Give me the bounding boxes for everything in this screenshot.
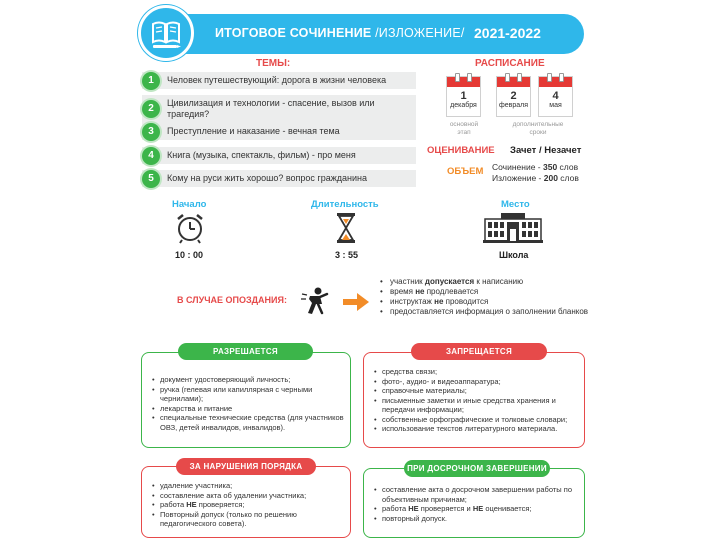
list-item-text: проводится <box>443 297 489 306</box>
schedule-main-caption <box>444 121 484 137</box>
list-item-text: предоставляется информация о заполнении бланков <box>390 307 589 316</box>
list-item-text: работа <box>382 504 409 513</box>
list-item <box>380 307 590 317</box>
allowed-label: РАЗРЕШАЕТСЯ <box>178 343 313 360</box>
list-item: • специальные технические средства (для участников ОВЗ, детей инвалидов, инвалидов). <box>152 413 344 432</box>
list-item-text: работа <box>160 500 187 509</box>
place-value: Школа <box>499 250 529 260</box>
list-item: • ручка (гелевая или капиллярная с черными чернилами); <box>152 385 344 404</box>
list-item-text: оценивается; <box>483 504 532 513</box>
calendar-month: февраля <box>498 102 529 109</box>
calendar-day: 1 <box>460 90 467 102</box>
summary-volume <box>492 173 579 184</box>
list-item-emphasis: не <box>434 297 444 306</box>
calendar-date <box>538 76 573 117</box>
logo <box>138 5 194 61</box>
violation-list <box>152 481 346 529</box>
early-finish-box <box>363 468 585 538</box>
list-item: • справочные материалы; <box>374 386 580 396</box>
list-item-emphasis: не <box>415 287 425 296</box>
topic-number: 1 <box>142 72 160 90</box>
grading-value: Зачет / Незачет <box>510 145 582 156</box>
essay-volume-suffix: слов <box>557 162 579 172</box>
topic-number: 3 <box>142 123 160 141</box>
alarm-clock-icon <box>175 212 205 244</box>
duration-label: Длительность <box>311 199 379 210</box>
caption-line: основной <box>449 121 479 128</box>
list-item: • лекарства и питание <box>152 404 344 414</box>
list-item <box>380 277 590 287</box>
header-title <box>215 26 465 40</box>
summary-volume-prefix: Изложение - <box>492 173 544 183</box>
calendar-icon <box>497 77 530 87</box>
header-years: 2021-2022 <box>474 25 541 41</box>
list-item-emphasis: НЕ <box>186 500 197 509</box>
calendar-day: 2 <box>510 90 517 102</box>
topic-item <box>142 95 416 123</box>
topic-item <box>142 170 416 187</box>
caption-line: дополнительные <box>512 121 564 128</box>
essay-volume-prefix: Сочинение - <box>492 162 543 172</box>
list-item: • письменные заметки и иные средства хранения и передачи информации; <box>374 396 580 415</box>
grading-label: ОЦЕНИВАНИЕ <box>427 145 495 156</box>
list-item-text: участник <box>390 277 425 286</box>
list-item-text: удаление участника; <box>160 481 233 490</box>
list-item <box>152 481 346 491</box>
list-item: • собственные орфографические и толковые словари; <box>374 415 580 425</box>
allowed-box <box>141 352 351 448</box>
duration-value: 3 : 55 <box>335 250 359 260</box>
violation-label: ЗА НАРУШЕНИЯ ПОРЯДКА <box>176 458 316 475</box>
list-item <box>380 287 590 297</box>
place-label: Место <box>501 199 530 210</box>
late-rules-list <box>380 277 590 317</box>
list-item-text: инструктаж <box>390 297 435 306</box>
list-item-text: составление акта об удалении участника; <box>160 490 307 500</box>
list-item-text: составление акта о досрочном завершении работы по объективным причинам; <box>382 485 572 504</box>
topic-text: Преступление и наказание - вечная тема <box>167 126 340 136</box>
topic-item <box>142 72 416 89</box>
list-item <box>380 297 590 307</box>
topic-text: Книга (музыка, спектакль, фильм) - про меня <box>167 150 356 160</box>
list-item <box>152 510 346 529</box>
topic-text: Кому на руси жить хорошо? вопрос гражданина <box>167 173 367 183</box>
calendar-day: 4 <box>552 90 559 102</box>
caption-line: сроки <box>529 129 547 136</box>
schedule-title: РАСПИСАНИЕ <box>475 58 545 69</box>
list-item-text: время <box>390 287 416 296</box>
calendar-icon <box>447 77 480 87</box>
violation-box <box>141 466 351 538</box>
topic-text: Цивилизация и технологии - спасение, вызов или трагедия? <box>167 98 375 119</box>
calendar-month: мая <box>549 102 562 109</box>
list-item-emphasis: НЕ <box>472 504 484 513</box>
list-item-text: Повторный допуск (только по решению педагогического совета). <box>160 509 297 528</box>
list-item <box>152 491 346 501</box>
list-item <box>374 514 578 524</box>
list-item: • средства связи; <box>374 367 580 377</box>
running-person-icon <box>300 286 330 316</box>
list-item: • документ удостоверяющий личность; <box>152 375 344 385</box>
list-item-text: продлевается <box>424 287 479 296</box>
list-item: • фото-, аудио- и видеоаппаратура; <box>374 377 580 387</box>
calendar-date <box>496 76 531 117</box>
header-banner <box>170 14 584 54</box>
list-item <box>152 500 346 510</box>
topic-text: Человек путешествующий: дорога в жизни человека <box>167 75 387 85</box>
calendar-month: декабря <box>450 102 477 109</box>
calendar-icon <box>539 77 572 87</box>
list-item <box>374 485 578 504</box>
forbidden-box <box>363 352 585 448</box>
list-item-text: повторный допуск. <box>382 513 447 523</box>
volume-label: ОБЪЕМ <box>447 166 484 177</box>
topic-number: 4 <box>142 147 160 165</box>
header-title-secondary: /ИЗЛОЖЕНИЕ/ <box>371 26 465 40</box>
list-item-text: к написанию <box>474 277 524 286</box>
topic-number: 2 <box>142 100 160 118</box>
schedule-extra-caption <box>502 121 574 137</box>
caption-line: этап <box>457 129 471 136</box>
list-item-emphasis: допускается <box>424 277 475 286</box>
school-building-icon <box>483 211 543 244</box>
calendar-date <box>446 76 481 117</box>
topic-item <box>142 147 416 164</box>
start-value: 10 : 00 <box>175 250 204 260</box>
summary-volume-number: 200 <box>543 173 558 183</box>
list-item-text: проверяется; <box>196 500 245 509</box>
allowed-list <box>152 375 344 432</box>
summary-volume-suffix: слов <box>557 173 579 183</box>
essay-volume-number: 350 <box>543 162 558 172</box>
volume-values <box>492 162 579 184</box>
early-finish-label: ПРИ ДОСРОЧНОМ ЗАВЕРШЕНИИ <box>404 460 550 477</box>
header-title-main: ИТОГОВОЕ СОЧИНЕНИЕ <box>215 26 372 40</box>
forbidden-list <box>374 367 580 434</box>
topic-number: 5 <box>142 170 160 188</box>
essay-volume <box>492 162 579 173</box>
arrow-right-icon <box>343 293 369 311</box>
late-label: В СЛУЧАЕ ОПОЗДАНИЯ: <box>177 295 287 305</box>
start-label: Начало <box>172 199 207 210</box>
forbidden-label: ЗАПРЕЩАЕТСЯ <box>411 343 547 360</box>
topics-title: ТЕМЫ: <box>256 58 291 69</box>
topic-item <box>142 123 416 140</box>
list-item-emphasis: НЕ <box>408 504 419 513</box>
early-finish-list <box>374 485 578 523</box>
list-item <box>374 504 578 514</box>
list-item-text: проверяется и <box>418 504 473 513</box>
list-item: • использование текстов литературного материала. <box>374 424 580 434</box>
hourglass-icon <box>336 212 356 244</box>
open-book-icon <box>150 18 182 50</box>
